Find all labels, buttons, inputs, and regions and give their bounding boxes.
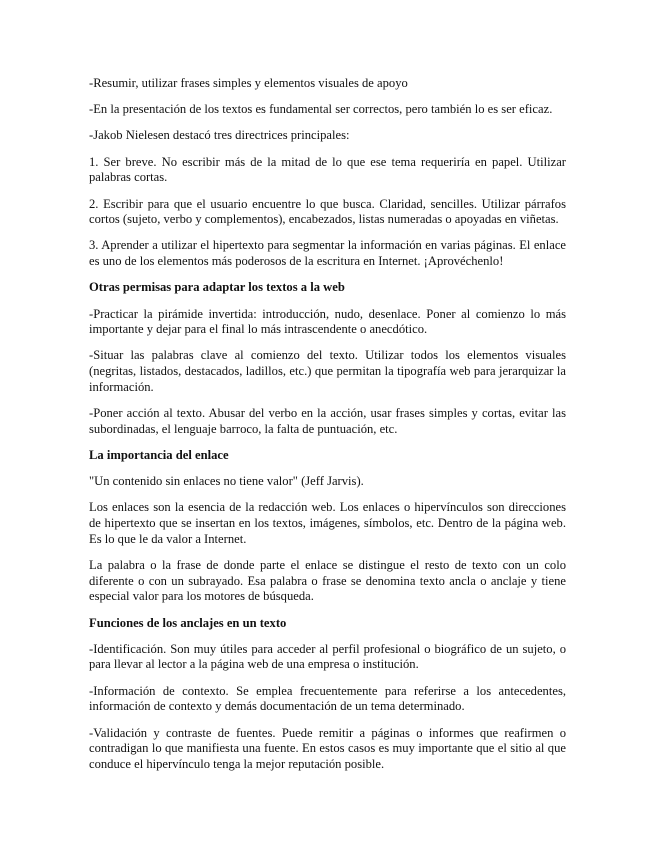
paragraph: -Identificación. Son muy útiles para acceder al perfil profesional o biográfico de un sujeto, o para llevar al lector a la página web de una empresa o institución. (89, 641, 566, 672)
section-heading: La importancia del enlace (89, 447, 229, 462)
paragraph: -Poner acción al texto. Abusar del verbo en la acción, usar frases simples y cortas, evitar las subordinadas, el lenguaje barroco, la falta de puntuación, etc. (89, 406, 566, 436)
paragraph: -Validación y contraste de fuentes. Puede remitir a páginas o informes que reafirmen o contradigan lo que manifiesta una fuente. En estos casos es muy importante que el sitio al que conduce el hipervínculo tenga la mejor reputación posible. (89, 725, 566, 771)
paragraph: -Resumir, utilizar frases simples y elementos visuales de apoyo (89, 76, 408, 90)
paragraph: -En la presentación de los textos es fundamental ser correctos, pero también lo es ser eficaz. (89, 102, 553, 117)
section-heading: Funciones de los anclajes en un texto (89, 615, 287, 630)
paragraph: -Practicar la pirámide invertida: introducción, nudo, desenlace. Poner al comienzo lo más importante y dejar para el final lo más intrascendente o anecdótico. (89, 306, 566, 337)
section-heading: Otras permisas para adaptar los textos a la web (89, 280, 345, 295)
paragraph: 2. Escribir para que el usuario encuentre lo que busca. Claridad, sencilles. Utilizar párrafos cortos (sujeto, verbo y complementos), encabezados, listas numeradas o apoyadas en viñetas. (89, 196, 566, 227)
paragraph: -Situar las palabras clave al comienzo del texto. Utilizar todos los elementos visuales (negritas, listados, destacados, ladillos, etc.) que permitan la tipografía web para jerarquizar la información. (89, 348, 566, 394)
paragraph: La palabra o la frase de donde parte el enlace se distingue el resto de texto con un colo diferente o con un subrayado. Esa palabra o frase se denomina texto ancla o anclaje y tiene especial valor para los motores de búsqueda. (89, 557, 566, 604)
paragraph: Los enlaces son la esencia de la redacción web. Los enlaces o hipervínculos son direcciones de hipertexto que se insertan en los textos, imágenes, símbolos, etc. Dentro de la página web. Es lo que le da valor a Internet. (89, 500, 566, 546)
quote-paragraph: "Un contenido sin enlaces no tiene valor" (Jeff Jarvis). (89, 474, 364, 489)
paragraph: -Jakob Nielesen destacó tres directrices principales: (89, 128, 350, 143)
paragraph: -Información de contexto. Se emplea frecuentemente para referirse a los antecedentes, información de contexto y demás documentación de un tema determinado. (89, 683, 566, 714)
paragraph: 1. Ser breve. No escribir más de la mitad de lo que ese tema requeriría en papel. Utilizar palabras cortas. (89, 154, 566, 185)
paragraph: 3. Aprender a utilizar el hipertexto para segmentar la información en varias páginas. El enlace es uno de los elementos más poderosos de la escritura en Internet. ¡Aprovéchenlo! (89, 238, 566, 269)
